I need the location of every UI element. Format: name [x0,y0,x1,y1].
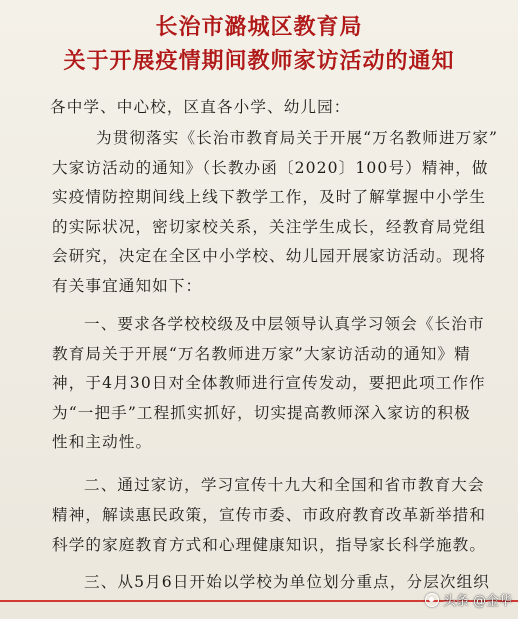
paragraph-line: 性和主动性。 [52,433,153,451]
document-title-line-1: 长治市潞城区教育局 [155,14,363,40]
paragraph-line: 一、要求各学校校级及中层领导认真学习领会《长治市 [84,315,485,333]
paragraph-line: 为贯彻落实《长治市教育局关于开展“万名教师进万家” [96,129,499,147]
paragraph-line: 大家访活动的通知》（长教办函〔2020〕100号）精神，做 [52,159,489,177]
paragraph-line: 精神，解读惠民政策，宣传市委、市政府教育改革新举措和 [52,506,487,524]
watermark-text: 头条 @金华 [442,594,512,609]
paragraph-line: 科学的家庭教育方式和心理健康知识，指导家长科学施教。 [52,536,487,554]
document-title-line-2: 关于开展疫情期间教师家访活动的通知 [63,48,455,74]
paragraph-line: 教育局关于开展“万名教师进万家”大家访活动的通知》精 [52,345,471,363]
toutiao-logo-icon [425,593,439,607]
paragraph-line: 会研究，决定在全区中小学校、幼儿园开展家访活动。现将 [52,247,487,265]
paragraph-line: 实疫情防控期间线上线下教学工作，及时了解掌握中小学生 [52,188,487,206]
salutation: 各中学、中心校，区直各小学、幼儿园： [50,98,351,116]
paragraph-line: 神，于4月30日对全体教师进行宣传发动，要把此项工作作 [52,374,486,392]
paragraph-line: 有关事宜通知如下： [52,277,203,295]
watermark [425,590,512,609]
paragraph-line: 二、通过家访，学习宣传十九大和全国和省市教育大会 [84,476,485,494]
paragraph-line: 三、从5月6日开始以学校为单位划分重点，分层次组织 [84,573,490,591]
paragraph-line: 的实际状况，密切家校关系，关注学生成长，经教育局党组 [52,218,487,236]
paragraph-line: 为“一把手”工程抓实抓好，切实提高教师深入家访的积极 [52,404,471,422]
